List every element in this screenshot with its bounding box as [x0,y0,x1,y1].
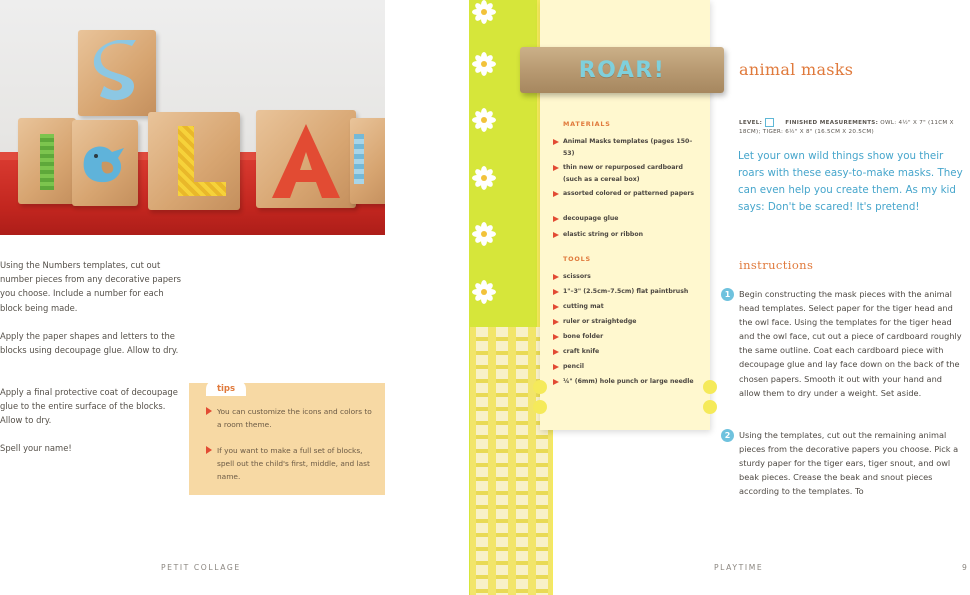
step-paragraph-2: Apply the paper shapes and letters to the blocks using decoupage glue. Allow to dry. [0,331,179,356]
letter-l-foot [178,182,226,196]
triangle-bullet-icon [553,139,559,145]
pattern-stripe [516,327,528,595]
daisy-icon [472,108,496,132]
card-notch [703,380,717,394]
triangle-bullet-icon [553,289,559,295]
page-number: 9 [962,563,967,572]
tool-item: craft knife [563,348,600,355]
article-title: animal masks [739,60,854,79]
tool-item: ¼" (6mm) hole punch or large needle [563,378,694,385]
tool-item: cutting mat [563,303,604,310]
roar-title: ROAR! [578,58,666,83]
bird-icon [76,138,134,188]
step-paragraph-3: Apply a final protective coat of decoupage glue to the entire surface of the blocks. Allow to dry. [0,387,178,426]
materials-heading: MATERIALS [563,120,611,128]
step-number-badge: 2 [721,429,734,442]
instruction-step: Using the templates, cut out the remaining animal pieces from the decorative papers you choose. Pick a sturdy paper for the tiger ears, tiger snout, and owl beak pieces. Crease the beak and snout pieces according to the templates. To [739,430,959,497]
material-item: assorted colored or patterned papers [563,190,695,197]
tool-item: ruler or straightedge [563,318,637,325]
block-partial [350,118,385,204]
instruction-step: Begin constructing the mask pieces with the animal head templates. Select paper for the tiger head and the owl face. Using the templates for the tiger head and the owl face, cut out a piece of cardboard roughly the same outline. Coat each cardboard piece with decoupage glue and lay face down on the back of the chosen papers. Smooth it out with your hand and allow them to dry under a weight. Set aside. [739,289,962,398]
level-measurements [739,118,969,137]
daisy-icon [472,222,496,246]
daisy-icon [472,52,496,76]
letter-s-shape [92,40,144,106]
triangle-bullet-icon [553,319,559,325]
triangle-bullet-icon [553,334,559,340]
measurements-value: OWL: 4½" X 7" (11CM X 18CM); TIGER: 6½" X 8" (16.5CM X 20.5CM) [739,120,954,135]
alphabet-blocks-photo [0,0,385,235]
block-a [256,110,356,208]
step-paragraph-1: Using the Numbers templates, cut out number pieces from any decorative papers you choose. Include a number for each block being made. [0,260,182,313]
level-square-icon [765,118,774,127]
tool-item: 1"–3" (2.5cm–7.5cm) flat paintbrush [563,288,689,295]
card-notch [533,380,547,394]
letter-a-shape [270,122,342,200]
pattern-stripe [496,327,508,595]
level-label: LEVEL: [739,120,763,126]
material-item: decoupage glue [563,215,619,222]
card-notch [703,400,717,414]
blue-pattern-piece [354,134,364,184]
daisy-icon [472,0,496,24]
triangle-bullet-icon [553,364,559,370]
card-notch [533,400,547,414]
triangle-bullet-icon [553,216,559,222]
intro-paragraph: Let your own wild things show you their roars with these easy-to-make masks. They can even help you create them. As my kid says: Don't be scared! It's pretend! [738,150,963,213]
block-i [18,118,76,204]
material-item: Animal Masks templates (pages 150–53) [563,138,693,157]
left-folio: PETIT COLLAGE [161,563,241,572]
block-l [148,112,240,210]
material-item: elastic string or ribbon [563,231,644,238]
triangle-bullet-icon [553,304,559,310]
daisy-icon [472,280,496,304]
instructions-heading: instructions [739,258,814,272]
tip-item: If you want to make a full set of blocks, spell out the child's first, middle, and last name. [217,446,370,481]
letter-i-shape [40,134,54,190]
triangle-bullet-icon [553,349,559,355]
tip-item: You can customize the icons and colors to a room theme. [217,407,372,429]
triangle-bullet-icon [553,274,559,280]
triangle-bullet-icon [553,379,559,385]
pattern-stripe [476,327,488,595]
triangle-bullet-icon [553,165,559,171]
block-bird [72,120,138,206]
measurements-label: FINISHED MEASUREMENTS: [785,120,879,126]
triangle-bullet-icon [205,446,213,454]
tips-label: tips [206,380,246,396]
tools-heading: TOOLS [563,255,591,263]
right-folio: PLAYTIME [714,563,764,572]
block-s [78,30,156,116]
triangle-bullet-icon [553,191,559,197]
triangle-bullet-icon [553,232,559,238]
step-paragraph-4: Spell your name! [0,443,72,453]
daisy-icon [472,166,496,190]
triangle-bullet-icon [205,407,213,415]
step-number-badge: 1 [721,288,734,301]
tool-item: bone folder [563,333,604,340]
material-item: thin new or repurposed cardboard (such as a cereal box) [563,164,683,183]
tool-item: scissors [563,273,591,280]
tool-item: pencil [563,363,584,370]
